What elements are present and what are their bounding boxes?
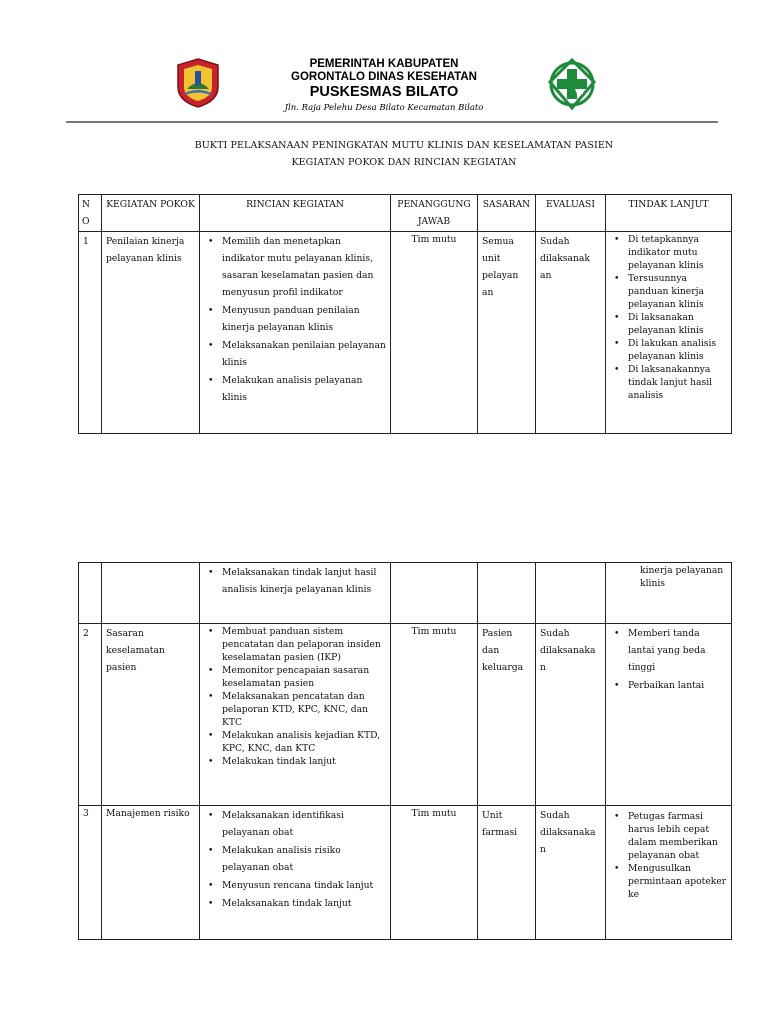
- row-rincian: [200, 806, 391, 940]
- list-item: • Petugas farmasi harus lebih cepat dalam memberikan pelayanan obat: [610, 810, 727, 862]
- list-item: • Tersusunnya panduan kinerja pelayanan klinis: [610, 272, 727, 311]
- row-no: 1: [79, 232, 102, 434]
- col-sasaran: SASARAN: [478, 195, 536, 232]
- continued-text: kinerja pelayanan klinis: [640, 565, 724, 589]
- row-penanggung-jawab: Tim mutu: [391, 624, 478, 806]
- government-name: PEMERINTAH KABUPATEN: [309, 58, 459, 70]
- activities-table-page1: [78, 194, 732, 434]
- list-item: • Mengusulkan permintaan apoteker ke: [610, 862, 727, 901]
- list-item: • Melakukan analisis kejadian KTD, KPC, KNC, dan KTC: [204, 729, 386, 755]
- document-subtitle: KEGIATAN POKOK DAN RINCIAN KEGIATAN: [291, 157, 517, 168]
- list-item: • Menyusun rencana tindak lanjut: [204, 877, 386, 894]
- row-no: 2: [79, 624, 102, 806]
- row-no: [79, 563, 102, 624]
- col-kegiatan: KEGIATAN POKOK: [102, 195, 200, 232]
- document-title: BUKTI PELAKSANAAN PENINGKATAN MUTU KLINIS DAN KESELAMATAN PASIEN: [194, 140, 614, 151]
- list-item: • Melaksanakan tindak lanjut hasil analisis kinerja pelayanan klinis: [204, 564, 386, 598]
- col-tindak-lanjut: TINDAK LANJUT: [606, 195, 732, 232]
- list-item: • Melaksanakan pencatatan dan pelaporan KTD, KPC, KNC, dan KTC: [204, 690, 386, 729]
- list-item: • Membuat panduan sistem pencatatan dan pelaporan insiden keselamatan pasien (IKP): [204, 625, 386, 664]
- puskesmas-name: PUSKESMAS BILATO: [309, 84, 459, 100]
- letterhead-text: [236, 58, 532, 114]
- row-kegiatan: Penilaian kinerja pelayanan klinis: [102, 232, 200, 434]
- row-rincian: [200, 563, 391, 624]
- row-evaluasi: [536, 563, 606, 624]
- row-tindak-lanjut: [606, 232, 732, 434]
- list-item: • Di laksanakannya tindak lanjut hasil analisis: [610, 363, 727, 402]
- row-tindak-lanjut: [606, 563, 732, 624]
- list-item: • Melaksanakan identifikasi pelayanan obat: [204, 807, 386, 841]
- header-divider: [66, 121, 718, 123]
- row-penanggung-jawab: Tim mutu: [391, 806, 478, 940]
- table-row: [79, 806, 732, 940]
- col-penanggung-jawab: PENANGGUNG JAWAB: [391, 195, 478, 232]
- row-tindak-lanjut: [606, 806, 732, 940]
- list-item: • Melakukan analisis pelayanan klinis: [204, 372, 386, 406]
- list-item: • Memberi tanda lantai yang beda tinggi: [610, 625, 727, 676]
- department-name: GORONTALO DINAS KESEHATAN: [291, 71, 477, 83]
- list-item: • Memilih dan menetapkan indikator mutu pelayanan klinis, sasaran keselamatan pasien dan menyusun profil indikator: [204, 233, 386, 301]
- list-item: • Memonitor pencapaian sasaran keselamatan pasien: [204, 664, 386, 690]
- list-item: • Menyusun panduan penilaian kinerja pelayanan klinis: [204, 302, 386, 336]
- list-item: • Di laksanakan pelayanan klinis: [610, 311, 727, 337]
- list-item: • Melakukan analisis risiko pelayanan obat: [204, 842, 386, 876]
- list-item: • Melakukan tindak lanjut: [204, 755, 386, 768]
- list-item: • Melaksanakan tindak lanjut: [204, 895, 386, 912]
- puskesmas-logo-icon: [547, 58, 597, 110]
- table-row: [79, 624, 732, 806]
- row-evaluasi: Sudah dilaksanaka n: [536, 806, 606, 940]
- row-evaluasi: Sudah dilaksanaka n: [536, 624, 606, 806]
- row-evaluasi: Sudah dilaksanak an: [536, 232, 606, 434]
- table-header-row: [79, 195, 732, 232]
- row-sasaran: Pasien dan keluarga: [478, 624, 536, 806]
- list-item: • Melaksanakan penilaian pelayanan klinis: [204, 337, 386, 371]
- row-rincian: [200, 624, 391, 806]
- row-sasaran: [478, 563, 536, 624]
- row-penanggung-jawab: Tim mutu: [391, 232, 478, 434]
- row-no: 3: [79, 806, 102, 940]
- row-penanggung-jawab: [391, 563, 478, 624]
- table-row: [79, 563, 732, 624]
- row-tindak-lanjut: [606, 624, 732, 806]
- activities-table-page2: [78, 562, 732, 940]
- row-rincian: [200, 232, 391, 434]
- address: Jln. Raja Pelehu Desa Bilato Kecamatan Bilato: [284, 103, 484, 113]
- row-sasaran: Semua unit pelayan an: [478, 232, 536, 434]
- row-kegiatan: Sasaran keselamatan pasien: [102, 624, 200, 806]
- list-item: • Di lakukan analisis pelayanan klinis: [610, 337, 727, 363]
- letterhead: [0, 0, 768, 124]
- row-kegiatan: Manajemen risiko: [102, 806, 200, 940]
- table-row: [79, 232, 732, 434]
- col-evaluasi: EVALUASI: [536, 195, 606, 232]
- row-kegiatan: [102, 563, 200, 624]
- list-item: • Di tetapkannya indikator mutu pelayanan klinis: [610, 233, 727, 272]
- col-no: N O: [79, 195, 102, 232]
- col-rincian: RINCIAN KEGIATAN: [200, 195, 391, 232]
- row-sasaran: Unit farmasi: [478, 806, 536, 940]
- regency-emblem-icon: [173, 57, 223, 109]
- list-item: • Perbaikan lantai: [610, 677, 727, 694]
